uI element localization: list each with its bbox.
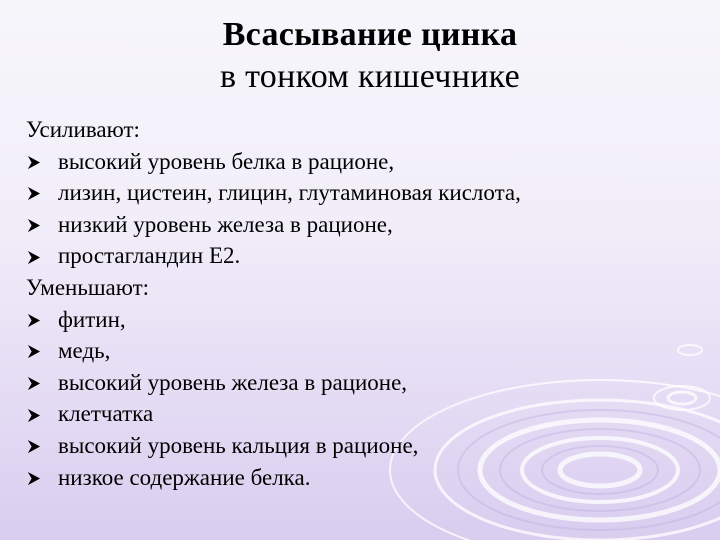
arrowhead-bullet-icon [26,248,58,265]
list-item [26,462,706,494]
arrowhead-bullet-icon [26,469,58,486]
list-item [26,398,706,430]
list-item-text: высокий уровень кальция в рационе, [58,432,419,458]
arrowhead-bullet-icon [26,406,58,423]
list-item-text: низкий уровень железа в рационе, [58,211,393,237]
content-body [26,114,706,493]
arrowhead-bullet-icon [26,374,58,391]
list-item [26,209,706,241]
list-item-text: фитин, [58,306,126,332]
list-item-text: медь, [58,338,111,364]
list-item [26,240,706,272]
title-line-2: в тонком кишечнике [219,58,521,95]
list-item-text: простагландин Е2. [58,243,241,269]
list-item [26,335,706,367]
list-item-text: лизин, цистеин, глицин, глутаминовая кислота, [58,180,521,206]
list-item-text: высокий уровень белка в рационе, [58,148,395,174]
list-item-text: низкое содержание белка. [58,464,311,490]
arrowhead-bullet-icon [26,437,58,454]
arrowhead-bullet-icon [26,342,58,359]
list-item-text: клетчатка [58,401,154,427]
arrowhead-bullet-icon [26,311,58,328]
list-item-text: высокий уровень железа в рационе, [58,369,408,395]
list-item [26,177,706,209]
list-item [26,367,706,399]
list-item [26,430,706,462]
slide-title [0,14,720,98]
title-line-1: Всасывание цинка [222,16,518,53]
section-heading-reduce: Уменьшают: [26,274,150,300]
arrowhead-bullet-icon [26,184,58,201]
arrowhead-bullet-icon [26,153,58,170]
list-item [26,146,706,178]
section-heading-enhance: Усиливают: [26,117,140,142]
list-item [26,304,706,336]
arrowhead-bullet-icon [26,216,58,233]
